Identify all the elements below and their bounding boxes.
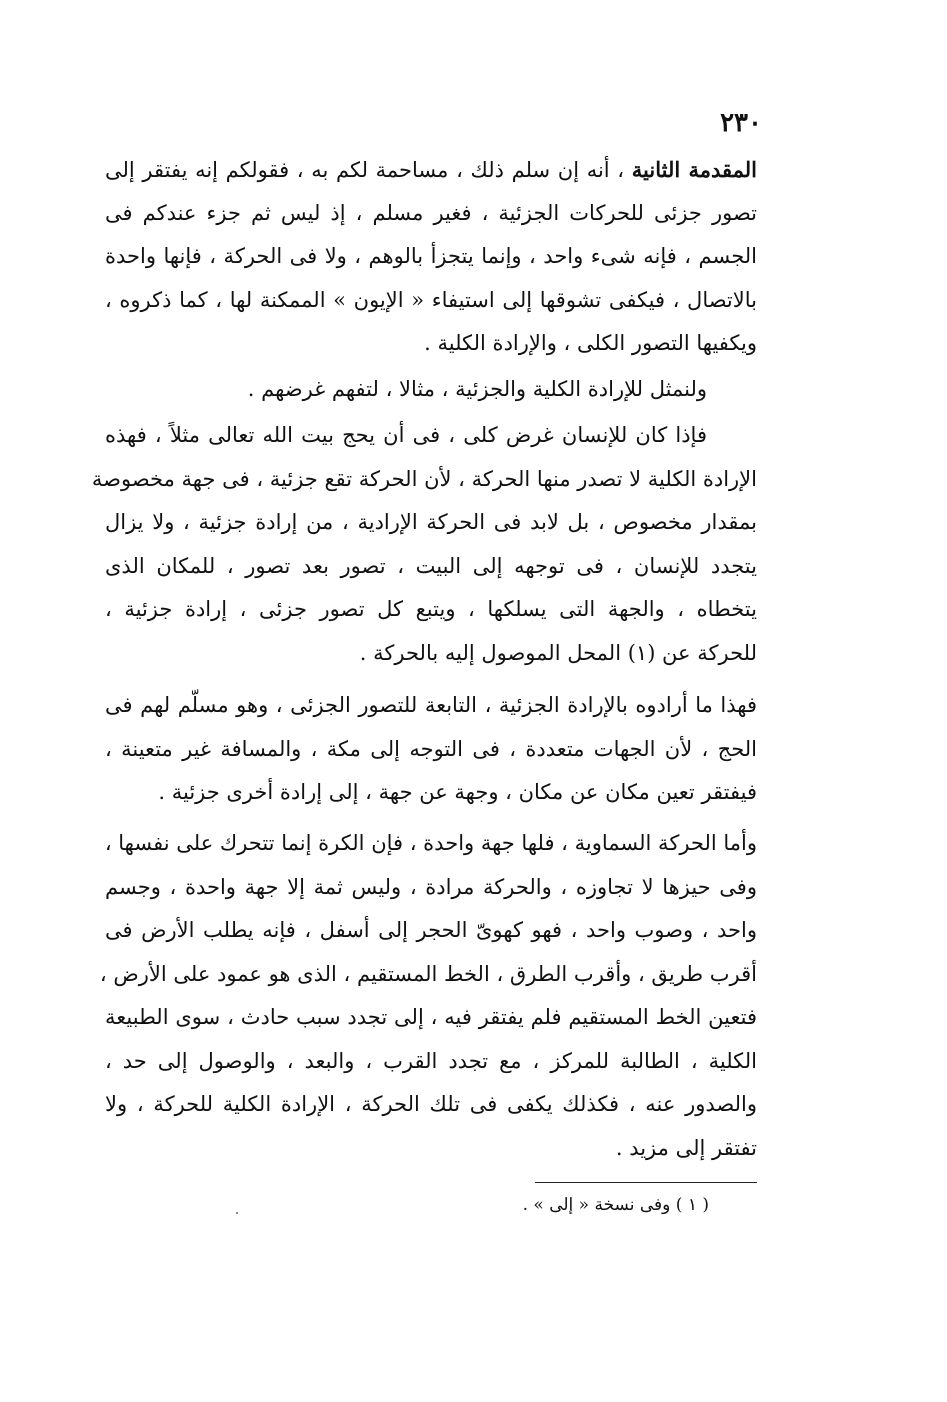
text-line: أقرب طريق ، وأقرب الطرق ، الخط المستقيم ، الذى هو عمود على الأرض ،: [99, 961, 757, 986]
text-line: ويكفيها التصور الكلى ، والإرادة الكلية .: [424, 331, 757, 355]
text-line: بالاتصال ، فيكفى تشوقها إلى استيفاء « الإيون » الممكنة لها ، كما ذكروه ،: [105, 287, 757, 312]
paragraph-premise-two: [105, 148, 757, 366]
paragraph-partial-will: [105, 684, 757, 815]
footnote-divider: [535, 1182, 757, 1183]
text-line: الكلية ، الطالبة للمركز ، مع تجدد القرب ، والبعد ، والوصول إلى حد ،: [105, 1048, 757, 1073]
text-line: تفتقر إلى مزيد .: [615, 1135, 757, 1160]
text-line: يتجدد للإنسان ، فى توجهه إلى البيت ، تصور بعد تصور ، للمكان الذى: [105, 553, 757, 578]
text-line: تصور جزئى للحركات الجزئية ، فغير مسلم ، إذ ليس ثم جزء عندكم فى: [105, 200, 757, 225]
text-line: الحج ، لأن الجهات متعددة ، فى التوجه إلى مكة ، والمسافة غير متعينة ،: [105, 736, 757, 761]
premise-heading: المقدمة الثانية: [631, 157, 757, 182]
text-line: فهذا ما أرادوه بالإرادة الجزئية ، التابعة للتصور الجزئى ، وهو مسلّم لهم فى: [105, 693, 757, 717]
text-line: للحركة عن (١) المحل الموصول إليه بالحركة .: [359, 640, 757, 665]
text-line: فيفتقر تعين مكان عن مكان ، وجهة عن جهة ، إلى إرادة أخرى جزئية .: [158, 780, 757, 804]
page-number: ٢٣٠: [720, 108, 762, 138]
paragraph-celestial-motion: [99, 822, 757, 1170]
text-line: واحد ، وصوب واحد ، فهو كهوىّ الحجر إلى أسفل ، فإنه يطلب الأرض فى: [105, 918, 757, 942]
paragraph-example-intro: [105, 368, 757, 412]
text-line: والصدور عنه ، فكذلك يكفى فى تلك الحركة ، الإرادة الكلية للحركة ، ولا: [105, 1092, 757, 1116]
text-line: الإرادة الكلية لا تصدر منها الحركة ، لأن الحركة تقع جزئية ، فى جهة مخصوصة: [91, 466, 757, 491]
paragraph-pilgrimage-example: [91, 414, 757, 675]
text-line: المقدمة الثانية ، أنه إن سلم ذلك ، مساحمة لكم به ، فقولكم إنه يفتقر إلى: [105, 157, 757, 182]
footnote: ( ١ ) وفى نسخة « إلى » .: [522, 1195, 709, 1215]
text-line: بمقدار مخصوص ، بل لابد فى الحركة الإرادية ، من إرادة جزئية ، ولا يزال: [105, 510, 757, 534]
scan-speck: [236, 1212, 238, 1214]
text-line: فتعين الخط المستقيم فلم يفتقر فيه ، إلى تجدد سبب حادث ، سوى الطبيعة: [105, 1005, 757, 1029]
text-line: فإذا كان للإنسان غرض كلى ، فى أن يحج بيت الله تعالى مثلاً ، فهذه: [105, 423, 707, 447]
text-line: ولنمثل للإرادة الكلية والجزئية ، مثالا ، لتفهم غرضهم .: [247, 377, 707, 401]
text-line: وفى حيزها لا تجاوزه ، والحركة مرادة ، وليس ثمة إلا جهة واحدة ، وجسم: [105, 874, 757, 899]
text-line: يتخطاه ، والجهة التى يسلكها ، ويتبع كل تصور جزئى ، إرادة جزئية ،: [105, 597, 757, 621]
text-line: الجسم ، فإنه شىء واحد ، وإنما يتجزأ بالوهم ، ولا فى الحركة ، فإنها واحدة: [105, 244, 757, 268]
text-line: وأما الحركة السماوية ، فلها جهة واحدة ، فإن الكرة إنما تتحرك على نفسها ،: [104, 831, 757, 855]
